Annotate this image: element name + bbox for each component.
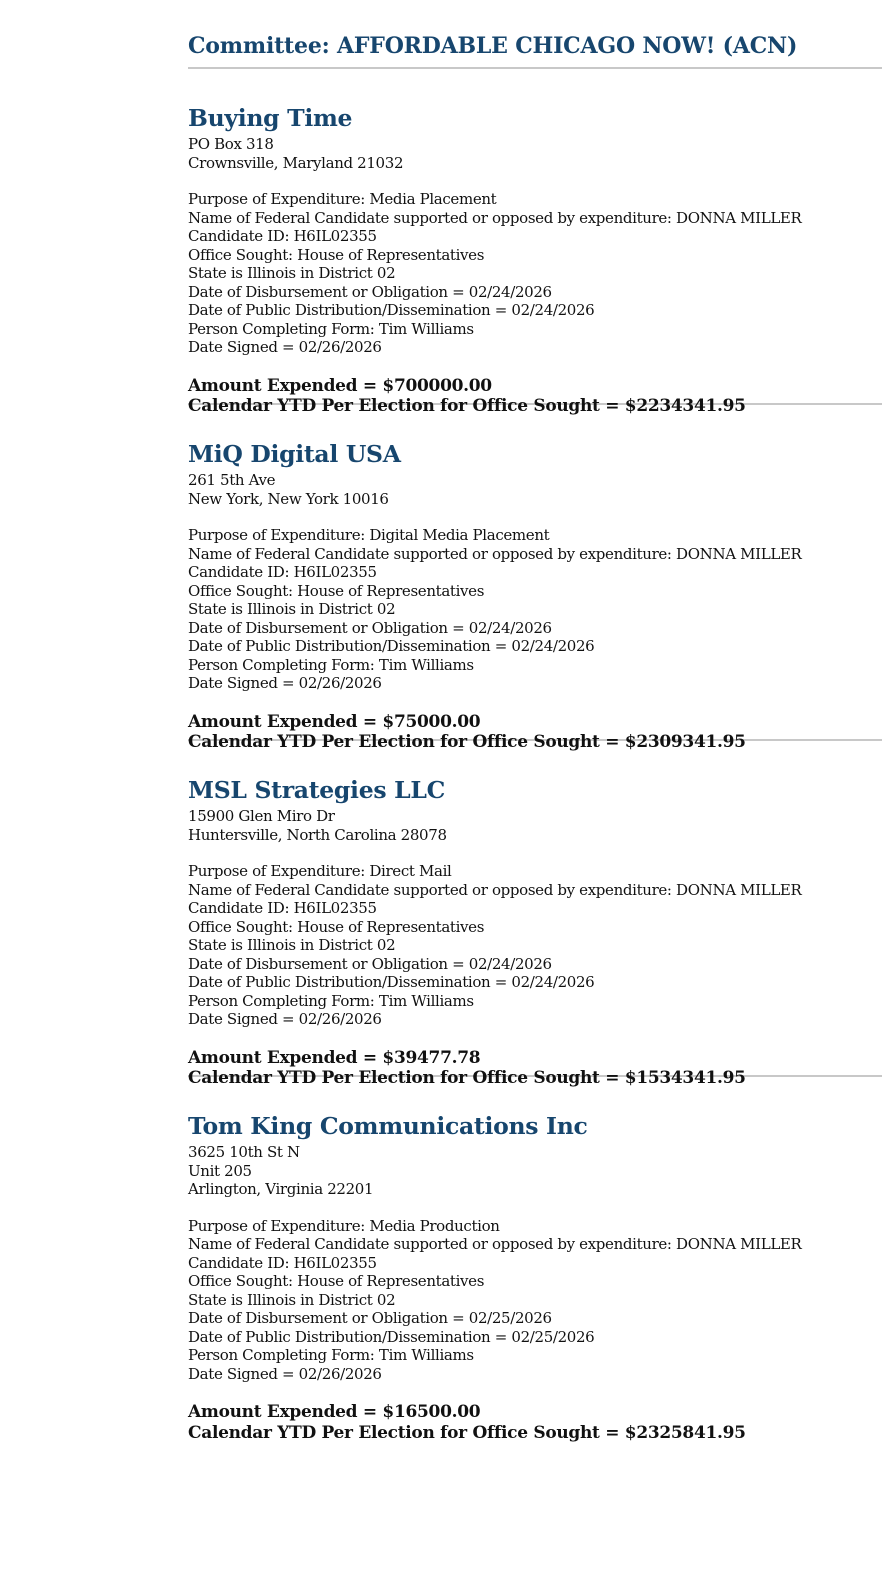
expenditure-block [188, 405, 882, 752]
vendor-address [188, 807, 882, 844]
expenditure-totals [188, 1402, 882, 1443]
distribution-date-line: Date of Public Distribution/Dissemination = 02/24/2026 [188, 637, 595, 655]
candidate-name-line: Name of Federal Candidate supported or opposed by expenditure: DONNA MILLER [188, 1235, 802, 1253]
vendor-address [188, 135, 882, 172]
committee-title: Committee: AFFORDABLE CHICAGO NOW! (ACN) [188, 33, 798, 59]
address-line: 15900 Glen Miro Dr [188, 807, 335, 825]
expenditure-details [188, 1217, 882, 1384]
address-line: Unit 205 [188, 1161, 252, 1180]
distribution-date-line: Date of Public Distribution/Dissemination = 02/24/2026 [188, 301, 595, 319]
purpose-line: Purpose of Expenditure: Media Production [188, 1216, 500, 1235]
candidate-name-line: Name of Federal Candidate supported or opposed by expenditure: DONNA MILLER [188, 544, 802, 563]
calendar-ytd: Calendar YTD Per Election for Office Sought = $2325841.95 [188, 1422, 746, 1443]
amount-expended: Amount Expended = $75000.00 [188, 711, 481, 732]
amount-expended: Amount Expended = $700000.00 [188, 375, 492, 396]
disbursement-date-line: Date of Disbursement or Obligation = 02/24/2026 [188, 282, 552, 301]
purpose-line: Purpose of Expenditure: Media Placement [188, 190, 497, 208]
candidate-name-line: Name of Federal Candidate supported or opposed by expenditure: DONNA MILLER [188, 880, 802, 899]
address-line: PO Box 318 [188, 135, 274, 153]
address-line: 3625 10th St N [188, 1143, 300, 1161]
distribution-date-line: Date of Public Distribution/Dissemination = 02/24/2026 [188, 973, 595, 991]
distribution-date-line: Date of Public Distribution/Dissemination = 02/25/2026 [188, 1327, 595, 1346]
date-signed-line: Date Signed = 02/26/2026 [188, 674, 382, 692]
purpose-line: Purpose of Expenditure: Digital Media Placement [188, 526, 550, 544]
office-line: Office Sought: House of Representatives [188, 1272, 485, 1290]
state-line: State is Illinois in District 02 [188, 600, 396, 618]
state-line: State is Illinois in District 02 [188, 936, 396, 954]
candidate-id-line: Candidate ID: H6IL02355 [188, 563, 377, 581]
expenditure-details [188, 862, 882, 1029]
state-line: State is Illinois in District 02 [188, 1290, 396, 1309]
candidate-id-line: Candidate ID: H6IL02355 [188, 1253, 377, 1272]
person-line: Person Completing Form: Tim Williams [188, 319, 474, 338]
vendor-name: Buying Time [188, 104, 353, 132]
disbursement-date-line: Date of Disbursement or Obligation = 02/25/2026 [188, 1309, 552, 1327]
person-line: Person Completing Form: Tim Williams [188, 1346, 474, 1364]
person-line: Person Completing Form: Tim Williams [188, 991, 474, 1010]
address-line: Huntersville, North Carolina 28078 [188, 825, 447, 844]
person-line: Person Completing Form: Tim Williams [188, 655, 474, 674]
vendor-name: MiQ Digital USA [188, 440, 401, 468]
purpose-line: Purpose of Expenditure: Direct Mail [188, 862, 452, 880]
calendar-ytd: Calendar YTD Per Election for Office Sought = $2309341.95 [188, 732, 746, 752]
candidate-name-line: Name of Federal Candidate supported or opposed by expenditure: DONNA MILLER [188, 208, 802, 227]
office-line: Office Sought: House of Representatives [188, 917, 485, 936]
report-page [188, 0, 882, 1443]
candidate-id-line: Candidate ID: H6IL02355 [188, 899, 377, 917]
expenditure-details [188, 190, 882, 357]
state-line: State is Illinois in District 02 [188, 264, 396, 282]
expenditure-block [188, 1077, 882, 1443]
office-line: Office Sought: House of Representatives [188, 581, 485, 600]
vendor-address [188, 1143, 882, 1199]
expenditure-block [188, 69, 882, 416]
vendor-name: Tom King Communications Inc [188, 1112, 588, 1140]
vendor-name: MSL Strategies LLC [188, 776, 446, 804]
amount-expended: Amount Expended = $39477.78 [188, 1047, 481, 1068]
candidate-id-line: Candidate ID: H6IL02355 [188, 227, 377, 245]
expenditure-block [188, 741, 882, 1088]
office-line: Office Sought: House of Representatives [188, 245, 485, 264]
address-line: 261 5th Ave [188, 471, 276, 489]
calendar-ytd: Calendar YTD Per Election for Office Sought = $2234341.95 [188, 396, 746, 416]
date-signed-line: Date Signed = 02/26/2026 [188, 338, 382, 356]
vendor-address [188, 471, 882, 508]
disbursement-date-line: Date of Disbursement or Obligation = 02/24/2026 [188, 954, 552, 973]
calendar-ytd: Calendar YTD Per Election for Office Sought = $1534341.95 [188, 1068, 746, 1088]
address-line: Arlington, Virginia 22201 [188, 1180, 374, 1198]
address-line: Crownsville, Maryland 21032 [188, 153, 404, 172]
disbursement-date-line: Date of Disbursement or Obligation = 02/24/2026 [188, 618, 552, 637]
date-signed-line: Date Signed = 02/26/2026 [188, 1364, 382, 1383]
amount-expended: Amount Expended = $16500.00 [188, 1402, 481, 1422]
date-signed-line: Date Signed = 02/26/2026 [188, 1010, 382, 1028]
expenditure-details [188, 526, 882, 693]
address-line: New York, New York 10016 [188, 489, 389, 508]
